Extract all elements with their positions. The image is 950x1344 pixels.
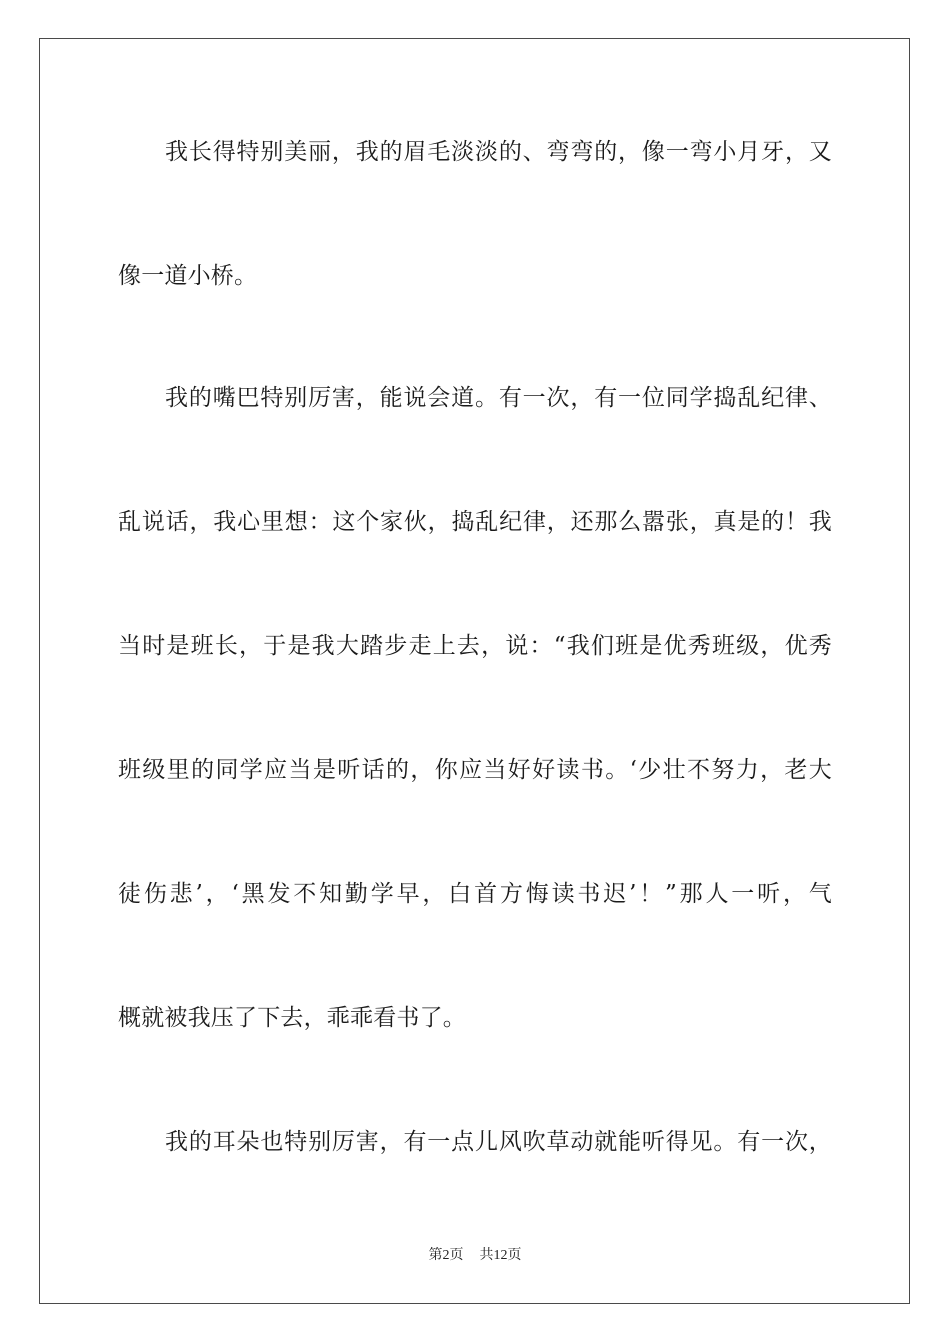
paragraph-2-line-1: 我的嘴巴特别厉害，能说会道。有一次，有一位同学捣乱纪律、 xyxy=(165,385,832,411)
page-footer xyxy=(0,1247,950,1265)
page-number: 第2页 xyxy=(428,1248,464,1263)
paragraph-1-line-2: 像一道小桥。 xyxy=(118,263,258,289)
paragraph-1-line-1: 我长得特别美丽，我的眉毛淡淡的、弯弯的，像一弯小月牙，又 xyxy=(165,139,832,165)
paragraph-2-line-6: 概就被我压了下去，乖乖看书了。 xyxy=(118,1005,466,1031)
paragraph-2-line-4: 班级里的同学应当是听话的，你应当好好读书。‘少壮不努力，老大 xyxy=(118,757,832,783)
page-total: 共12页 xyxy=(479,1248,522,1263)
page-border xyxy=(39,38,910,1304)
paragraph-2-line-2: 乱说话，我心里想：这个家伙，捣乱纪律，还那么嚣张，真是的！我 xyxy=(118,509,832,535)
paragraph-2-line-5: 徒伤悲’，‘黑发不知勤学早，白首方悔读书迟’！”那人一听，气 xyxy=(118,881,832,907)
paragraph-2-line-3: 当时是班长，于是我大踏步走上去，说：“我们班是优秀班级，优秀 xyxy=(118,633,832,659)
paragraph-3-line-1: 我的耳朵也特别厉害，有一点儿风吹草动就能听得见。有一次， xyxy=(165,1129,832,1155)
